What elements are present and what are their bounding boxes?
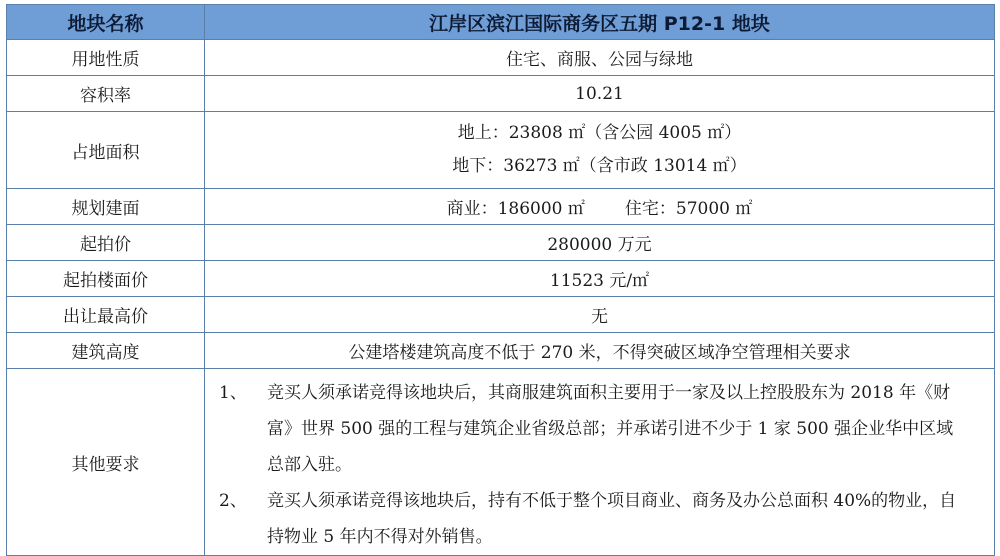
row-label: 占地面积 <box>7 112 205 189</box>
requirement-item <box>219 375 964 483</box>
table-row <box>7 189 995 225</box>
table-row <box>7 333 995 369</box>
area-below: 地下：36273 ㎡（含市政 13014 ㎡） <box>452 156 747 176</box>
table-row <box>7 76 995 112</box>
area-value <box>205 112 995 189</box>
requirement-number: 2、 <box>219 491 247 511</box>
parcel-name: 江岸区滨江国际商务区五期 P12-1 地块 <box>205 5 995 40</box>
header-label: 地块名称 <box>7 5 205 40</box>
row-label: 出让最高价 <box>7 297 205 333</box>
max-price-value: 无 <box>205 297 995 333</box>
table-row <box>7 261 995 297</box>
height-value: 公建塔楼建筑高度不低于 270 米，不得突破区域净空管理相关要求 <box>205 333 995 369</box>
area-above: 地上：23808 ㎡（含公园 4005 ㎡） <box>457 123 742 143</box>
row-label: 容积率 <box>7 76 205 112</box>
row-label: 起拍楼面价 <box>7 261 205 297</box>
row-label: 规划建面 <box>7 189 205 225</box>
other-requirements <box>205 369 995 556</box>
plan-commercial: 商业：186000 ㎡ <box>446 199 585 219</box>
land-use-value: 住宅、商服、公园与绿地 <box>205 40 995 76</box>
land-parcel-table <box>6 4 995 556</box>
far-value: 10.21 <box>205 76 995 112</box>
row-label: 起拍价 <box>7 225 205 261</box>
table-row <box>7 112 995 189</box>
plan-value <box>205 189 995 225</box>
plan-residential: 住宅：57000 ㎡ <box>624 199 753 219</box>
row-label: 建筑高度 <box>7 333 205 369</box>
row-label: 用地性质 <box>7 40 205 76</box>
floor-price-value: 11523 元/㎡ <box>205 261 995 297</box>
requirement-text: 竞买人须承诺竞得该地块后，其商服建筑面积主要用于一家及以上控股股东为 2018 年《财富》世界 500 强的工程与建筑企业省级总部；并承诺引进不少于 1 家 500 强企业华中区域总部入驻。 <box>267 383 954 475</box>
requirement-number: 1、 <box>219 383 247 403</box>
row-label: 其他要求 <box>7 369 205 556</box>
start-price-value: 280000 万元 <box>205 225 995 261</box>
table-row <box>7 297 995 333</box>
requirement-text: 竞买人须承诺竞得该地块后，持有不低于整个项目商业、商务及办公总面积 40%的物业，自持物业 5 年内不得对外销售。 <box>267 491 957 547</box>
table-row <box>7 40 995 76</box>
requirement-item <box>219 483 964 555</box>
table-row <box>7 369 995 556</box>
table-row <box>7 225 995 261</box>
table-header-row <box>7 5 995 40</box>
